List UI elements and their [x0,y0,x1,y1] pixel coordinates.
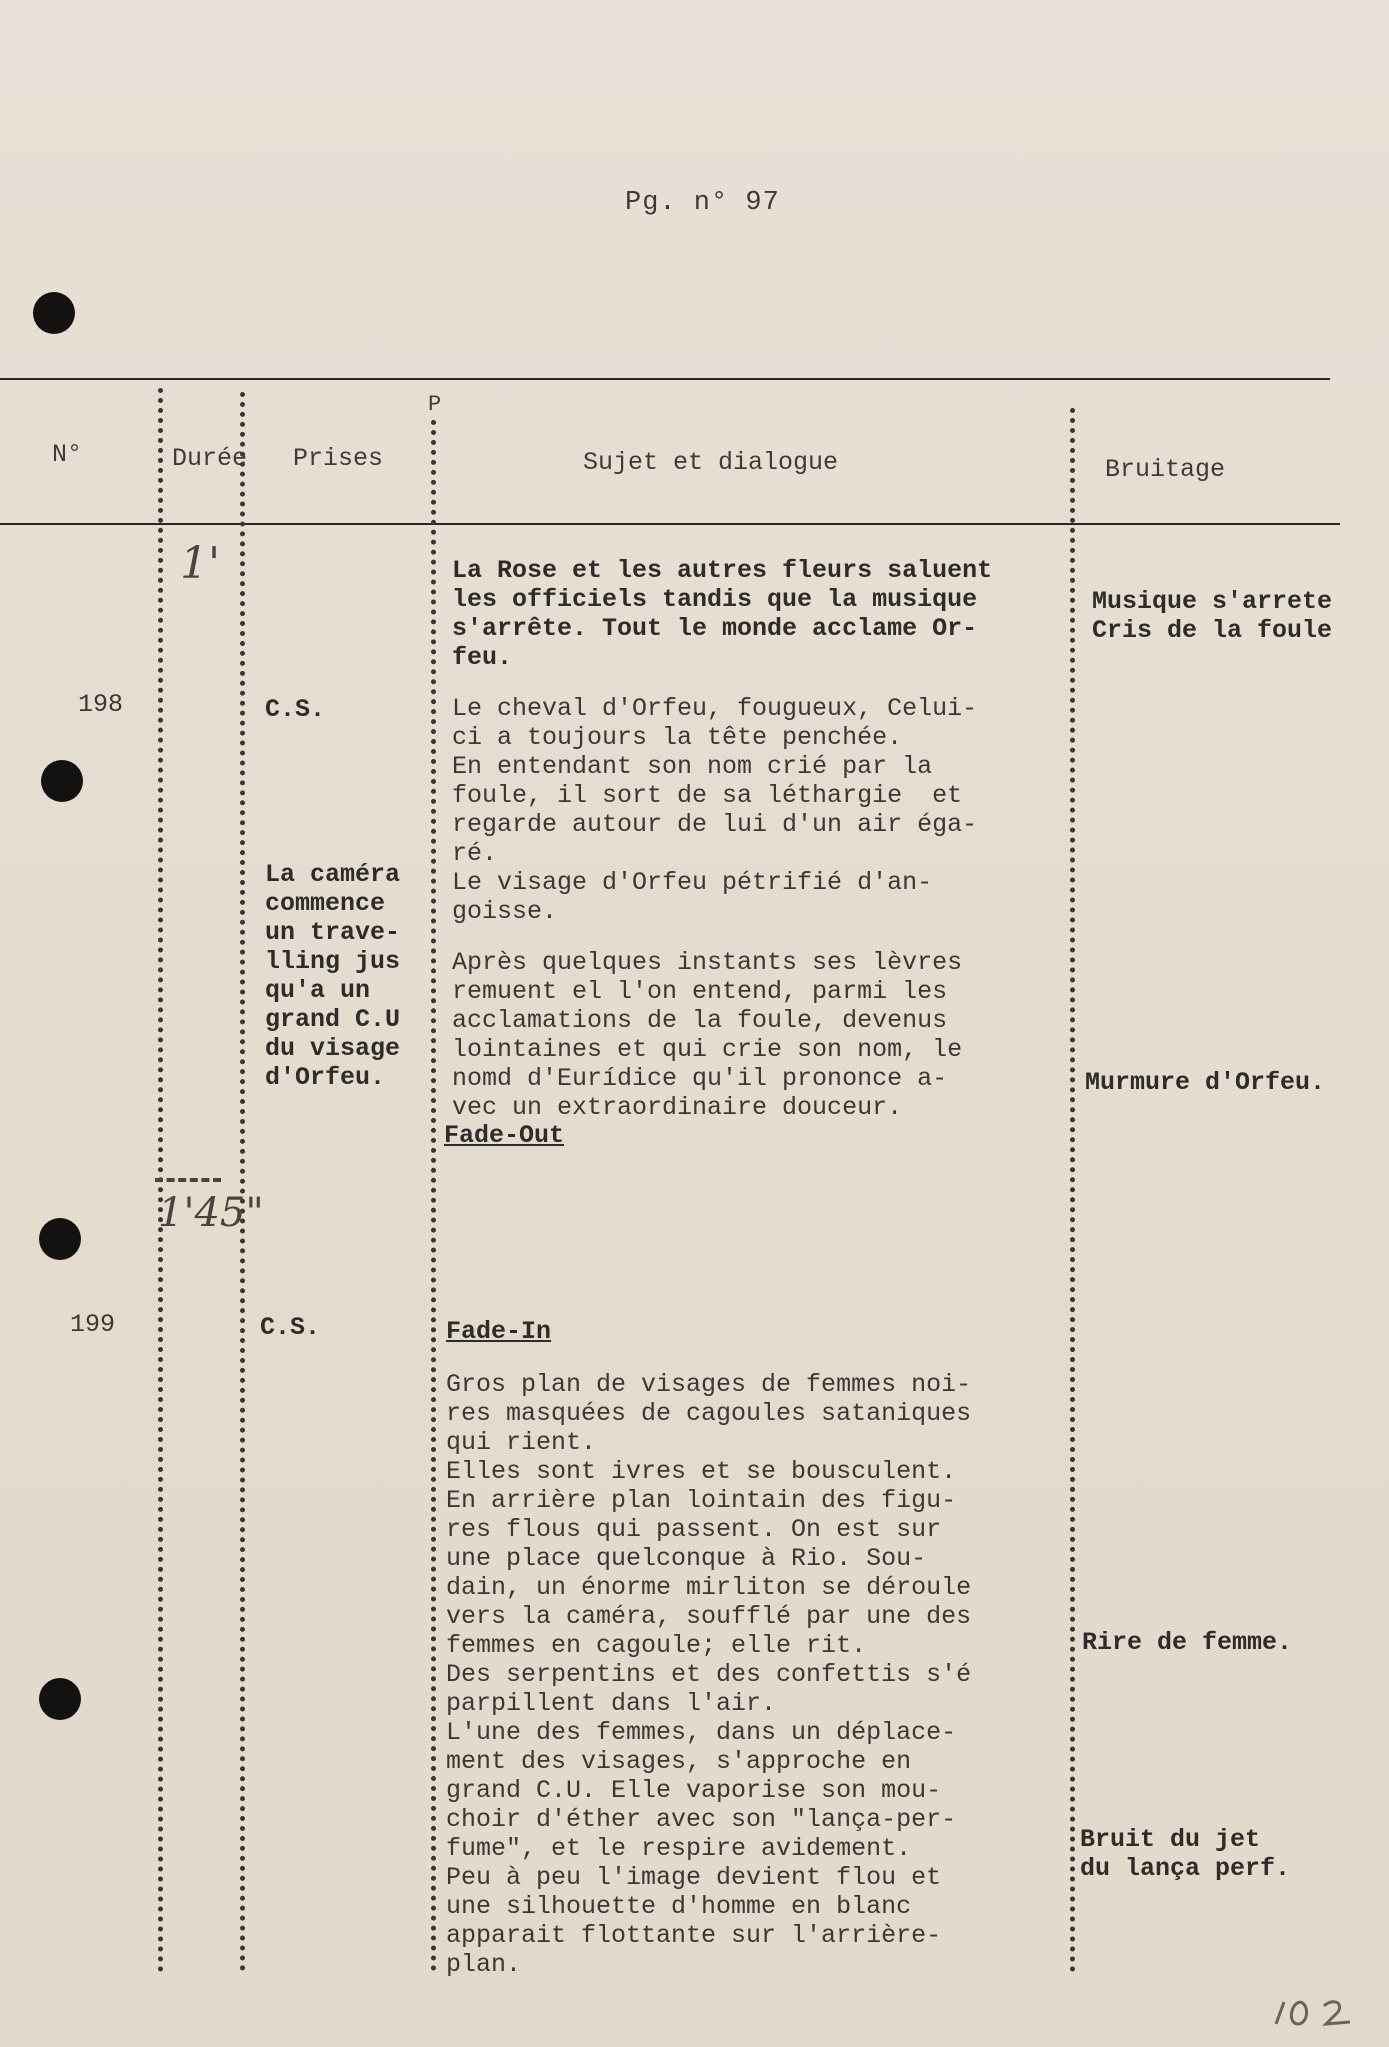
shot-198-sujet-2: Le visage d'Orfeu pétrifié d'an- goisse. [452,868,933,926]
intro-sujet-text: La Rose et les autres fleurs saluent les officiels tandis que la musique s'arrête. Tout le monde acclame Or- feu. [452,556,993,672]
shot-198-sujet-1: Le cheval d'Orfeu, fougueux, Celui- ci a toujours la tête penchée. En entendant son nom crié par la foule, il sort de sa léthargie et regarde autour de lui d'un air éga- ré. [452,694,978,868]
intro-bruitage-text: Musique s'arrete Cris de la foule [1092,587,1333,645]
punch-hole-3 [39,1218,81,1260]
punch-hole-4 [39,1678,81,1720]
folio-number-text [0,0,1,1]
header-bottom-rule [0,523,1340,525]
shot-198-sujet-3: Après quelques instants ses lèvres remuent el l'on entend, parmi les acclamations de la foule, devenus lointaines et qui crie son nom, le nomd d'Eurídice qu'il prononce a- vec un extraordinaire douceur. [452,948,963,1122]
header-prises: Prises [293,444,384,473]
shot-198-fade-out: Fade-Out [444,1121,565,1150]
shot-198-prises-2: La caméra commence un trave- lling jus qu'a un grand C.U du visage d'Orfeu. [265,860,401,1092]
header-p-mark: P [428,392,442,417]
handwritten-folio-number [1270,1992,1360,2032]
column-separator-prises-sujet [431,420,436,1972]
shot-198-number: 198 [78,690,124,719]
shot-198-prises: C.S. [265,695,326,724]
header-sujet: Sujet et dialogue [583,448,839,477]
punch-hole-1 [33,292,75,334]
header-bruitage: Bruitage [1105,455,1226,484]
handwritten-duration-2: 1'45" [158,1190,264,1236]
page-number: Pg. n° 97 [625,188,780,218]
punch-hole-2 [41,760,83,802]
header-top-rule [0,378,1330,380]
header-duree: Durée [172,444,248,473]
column-separator-duree-prises [240,392,245,1972]
column-separator-sujet-bruitage [1070,408,1075,1973]
handwritten-duration-1: 1' [180,538,221,589]
shot-199-number: 199 [70,1310,116,1339]
shot-199-bruitage-1: Rire de femme. [1082,1628,1293,1657]
header-no: N° [52,440,83,469]
handwritten-dash-line [155,1178,221,1182]
shot-199-bruitage-2: Bruit du jet du lança perf. [1080,1825,1291,1883]
shot-199-fade-in: Fade-In [446,1317,552,1346]
shot-199-prises: C.S. [260,1313,321,1342]
shot-198-bruitage: Murmure d'Orfeu. [1085,1068,1326,1097]
shot-199-sujet: Gros plan de visages de femmes noi- res masquées de cagoules sataniques qui rient. Elles sont ivres et se bousculent. En arrière plan lointain des figu- res flous qui passent. On est sur une place quelconque à Rio. Sou- dain, un énorme mirliton se déroule vers la caméra, soufflé par une des femmes en cagoule; elle rit. Des serpentins et des confettis s'é parpillent dans l'air. L'une des femmes, dans un déplace- ment des visages, s'approche en grand C.U. Elle vaporise son mou- choir d'éther avec son "lança-per- fume", et le respire avidement. Peu à peu l'image devient flou et une silhouette d'homme en blanc apparait flottante sur l'arrière- plan. [446,1370,972,1979]
